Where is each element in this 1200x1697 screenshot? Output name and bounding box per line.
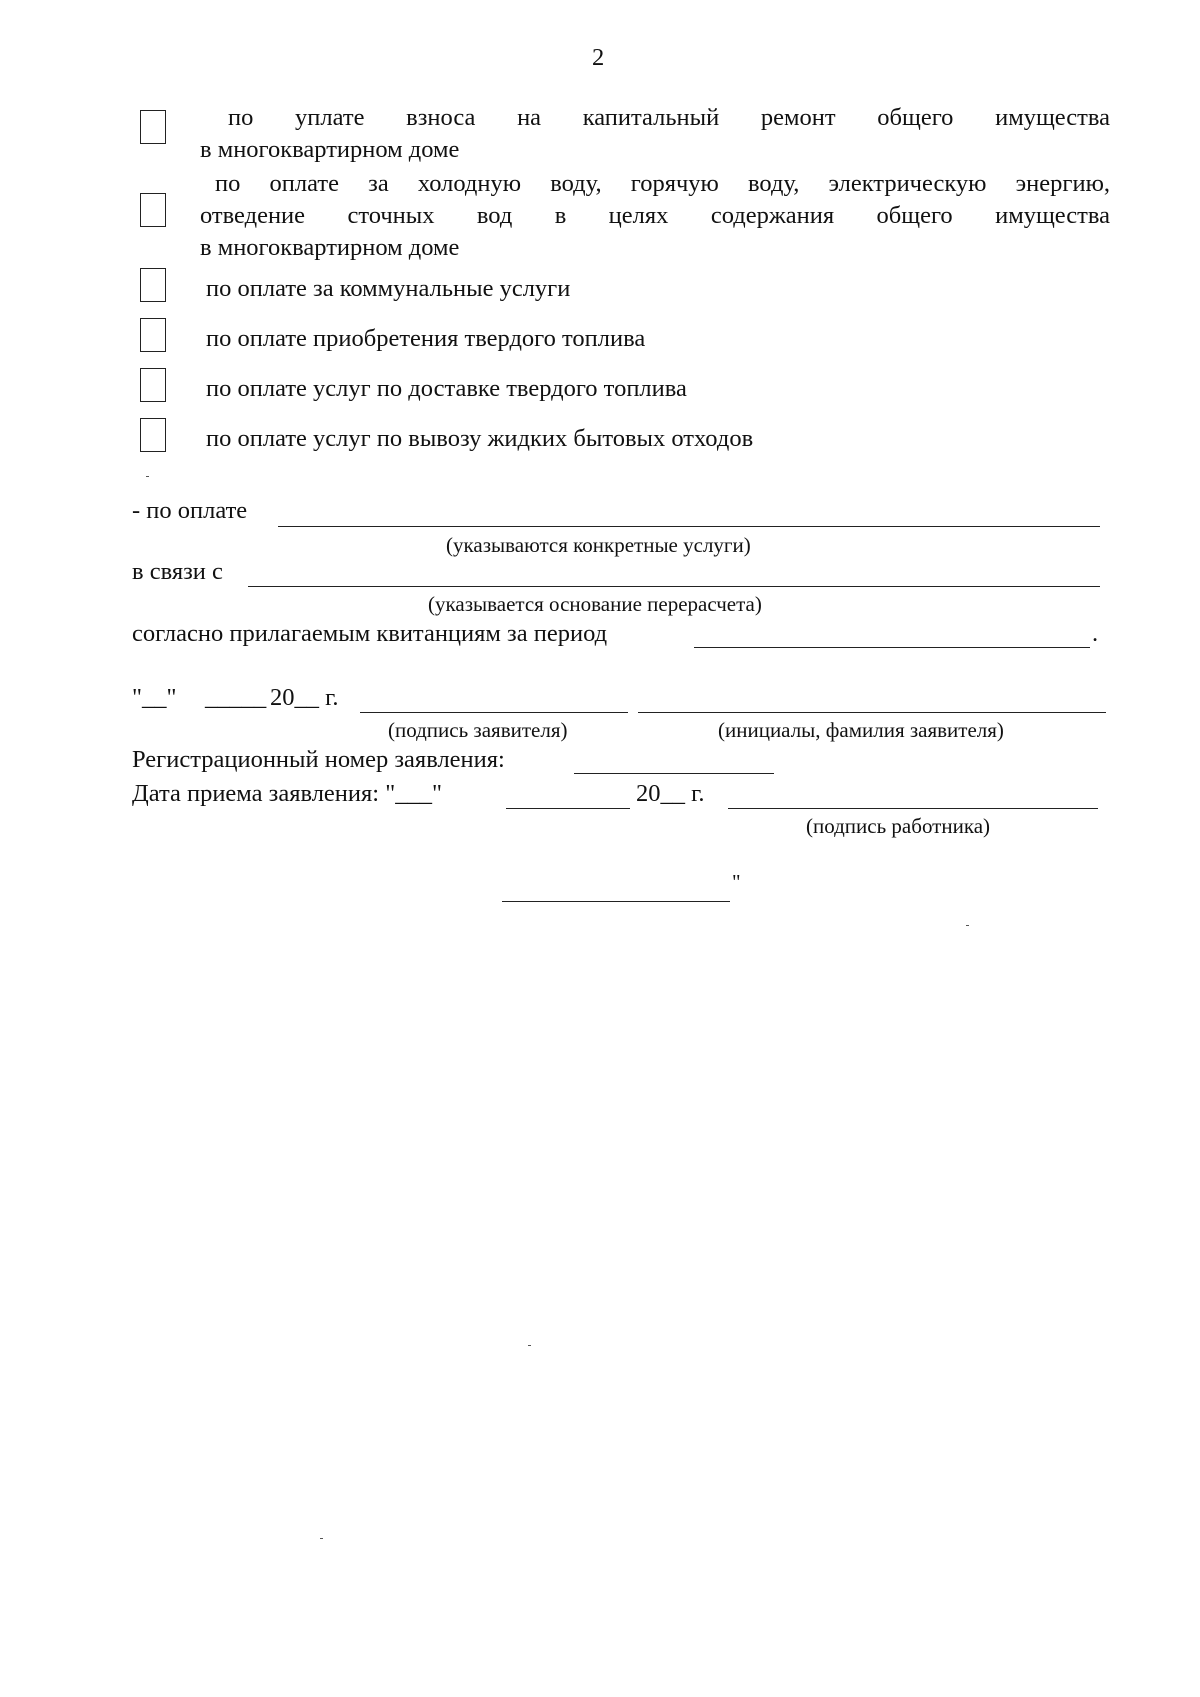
page-number: 2 [592, 44, 605, 71]
receipt-year: 20__ г. [636, 780, 705, 807]
applicant-signature-field[interactable] [360, 712, 628, 713]
scan-speck [146, 476, 149, 477]
signature-date-year: 20__ г. [270, 684, 339, 711]
signature-date-quote: "__" [132, 684, 177, 711]
reg-number-label: Регистрационный номер заявления: [132, 746, 505, 773]
period-field[interactable] [694, 647, 1090, 648]
signature-caption: (подпись заявителя) [388, 718, 568, 742]
checkbox-communal-services[interactable] [140, 268, 166, 302]
payment-services-field[interactable] [278, 526, 1100, 527]
checkbox-capital-repair[interactable] [140, 110, 166, 144]
applicant-name-field[interactable] [638, 712, 1106, 713]
closing-line [502, 901, 730, 902]
scan-speck [966, 925, 969, 926]
receipt-date-label: Дата приема заявления: "___" [132, 780, 442, 807]
option-solid-fuel-delivery: по оплате услуг по доставке твердого топлива [206, 375, 687, 402]
scan-speck [528, 1345, 531, 1346]
closing-quote: " [732, 870, 741, 894]
receipt-month-field[interactable] [506, 808, 630, 809]
signature-date-blank: _____ [205, 684, 267, 711]
recalculation-reason-field[interactable] [248, 586, 1100, 587]
option-utilities-common-line2: отведение сточных вод в целях содержания общего имущества [200, 202, 1110, 229]
option-liquid-waste-removal: по оплате услуг по вывозу жидких бытовых отходов [206, 425, 754, 452]
period-end-dot: . [1092, 620, 1099, 647]
reason-caption: (указывается основание перерасчета) [428, 592, 762, 616]
checkbox-utilities-common-property[interactable] [140, 193, 166, 227]
period-label: согласно прилагаемым квитанциям за период [132, 620, 608, 647]
employee-caption: (подпись работника) [806, 814, 991, 838]
option-solid-fuel-purchase: по оплате приобретения твердого топлива [206, 325, 646, 352]
option-utilities-common-line3: в многоквартирном доме [200, 234, 460, 261]
option-utilities-common-line1: по оплате за холодную воду, горячую воду, электрическую энергию, [215, 170, 1110, 197]
name-caption: (инициалы, фамилия заявителя) [718, 718, 1004, 742]
option-capital-repair-line1: по уплате взноса на капитальный ремонт общего имущества [228, 104, 1110, 131]
checkbox-solid-fuel-purchase[interactable] [140, 318, 166, 352]
checkbox-liquid-waste-removal[interactable] [140, 418, 166, 452]
option-capital-repair-line2: в многоквартирном доме [200, 136, 460, 163]
payment-label: - по оплате [132, 497, 248, 524]
scan-speck [320, 1538, 323, 1539]
employee-signature-field[interactable] [728, 808, 1098, 809]
reason-label: в связи с [132, 558, 223, 585]
payment-caption: (указываются конкретные услуги) [446, 533, 751, 557]
reg-number-field[interactable] [574, 773, 774, 774]
option-communal-services: по оплате за коммунальные услуги [206, 275, 571, 302]
checkbox-solid-fuel-delivery[interactable] [140, 368, 166, 402]
